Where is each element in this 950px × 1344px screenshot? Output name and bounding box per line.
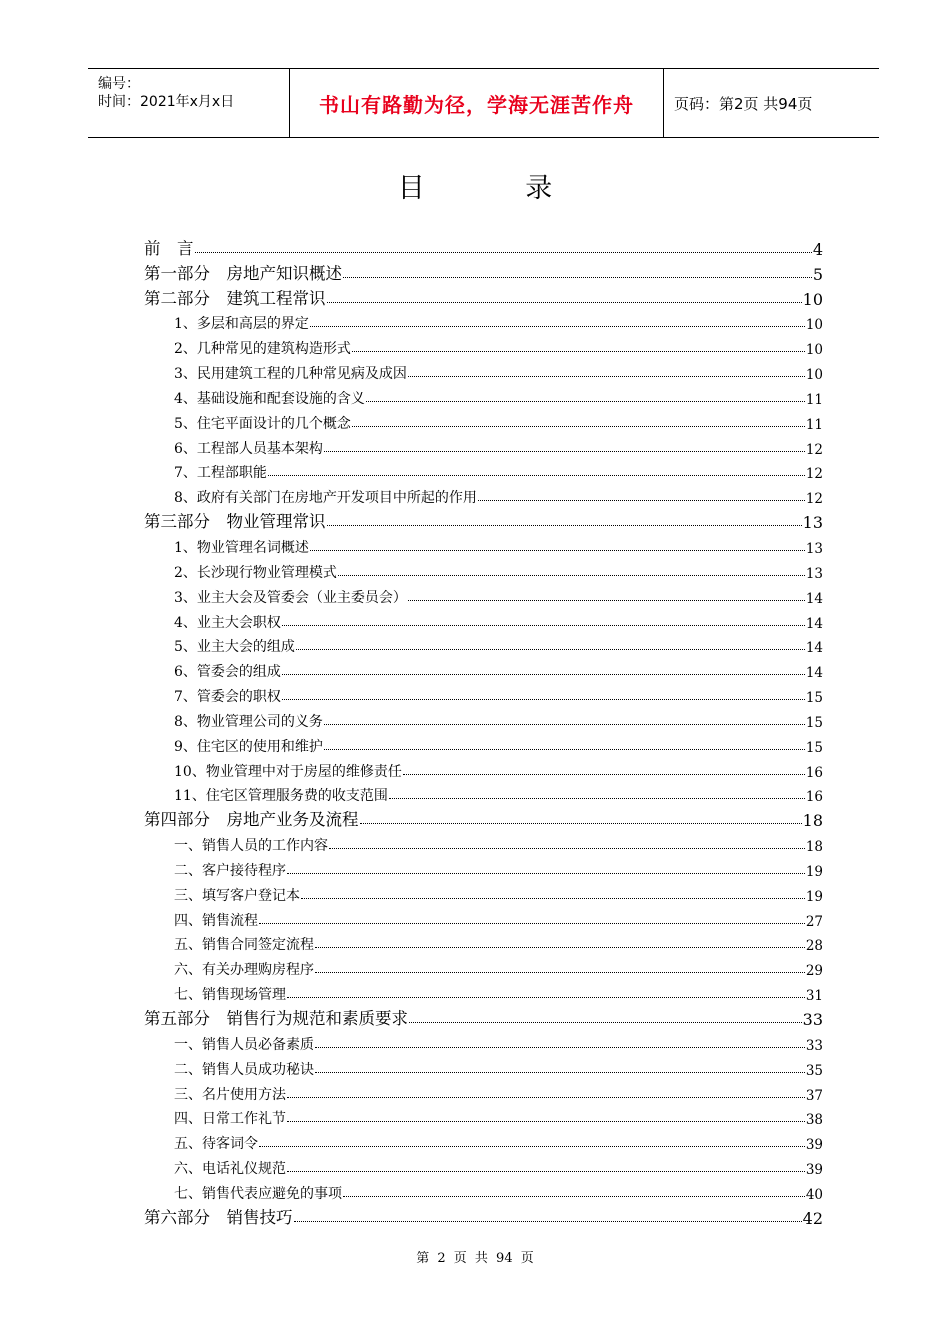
toc-entry-page-number: 33 <box>805 1037 823 1054</box>
toc-subsection-entry[interactable] <box>144 1054 823 1079</box>
header-motto-cell <box>289 69 664 137</box>
toc-dot-leader <box>389 798 805 799</box>
toc-entry-page-number: 14 <box>805 590 823 607</box>
toc-entry-label: 8、政府有关部门在房地产开发项目中所起的作用 <box>174 487 477 507</box>
toc-entry-label: 一、销售人员必备素质 <box>174 1034 314 1054</box>
toc-entry-label: 2、几种常见的建筑构造形式 <box>174 338 351 358</box>
toc-entry-page-number: 10 <box>802 289 823 309</box>
toc-subsection-entry[interactable] <box>144 781 823 806</box>
toc-entry-page-number: 28 <box>805 938 823 955</box>
toc-subsection-entry[interactable] <box>144 656 823 681</box>
toc-entry-label: 第五部分 销售行为规范和素质要求 <box>144 1005 408 1029</box>
toc-entry-label: 2、长沙现行物业管理模式 <box>174 562 337 582</box>
toc-entry-page-number: 12 <box>805 491 823 508</box>
toc-entry-label: 第二部分 建筑工程常识 <box>144 285 326 309</box>
toc-entry-label: 七、销售代表应避免的事项 <box>174 1183 342 1203</box>
toc-entry-page-number: 5 <box>812 264 823 284</box>
toc-subsection-entry[interactable] <box>144 333 823 358</box>
toc-entry-page-number: 13 <box>805 540 823 557</box>
toc-entry-page-number: 40 <box>805 1186 823 1203</box>
toc-entry-label: 7、管委会的职权 <box>174 686 281 706</box>
toc-entry-label: 10、物业管理中对于房屋的维修责任 <box>174 761 402 781</box>
toc-subsection-entry[interactable] <box>144 1079 823 1104</box>
toc-dot-leader <box>287 873 805 874</box>
toc-entry-page-number: 10 <box>805 317 823 334</box>
toc-entry-label: 6、工程部人员基本架构 <box>174 438 323 458</box>
toc-entry-label: 三、名片使用方法 <box>174 1084 286 1104</box>
toc-subsection-entry[interactable] <box>144 855 823 880</box>
toc-entry-label: 第六部分 销售技巧 <box>144 1204 293 1228</box>
toc-subsection-entry[interactable] <box>144 458 823 483</box>
toc-dot-leader <box>315 1047 805 1048</box>
toc-subsection-entry[interactable] <box>144 582 823 607</box>
toc-entry-page-number: 39 <box>805 1162 823 1179</box>
toc-dot-leader <box>296 649 805 650</box>
toc-dot-leader <box>195 252 812 253</box>
toc-dot-leader <box>301 898 805 899</box>
header-page-info: 页码：第2页 共94页 <box>674 94 813 113</box>
toc-section-entry[interactable] <box>144 805 823 830</box>
toc-entry-page-number: 15 <box>805 690 823 707</box>
toc-subsection-entry[interactable] <box>144 1104 823 1129</box>
toc-section-entry[interactable] <box>144 284 823 309</box>
toc-dot-leader <box>324 724 805 725</box>
toc-section-entry[interactable] <box>144 234 823 259</box>
toc-entry-label: 7、工程部职能 <box>174 462 267 482</box>
toc-subsection-entry[interactable] <box>144 482 823 507</box>
toc-entry-page-number: 14 <box>805 615 823 632</box>
toc-dot-leader <box>294 1221 802 1222</box>
toc-dot-leader <box>327 525 802 526</box>
toc-subsection-entry[interactable] <box>144 905 823 930</box>
toc-subsection-entry[interactable] <box>144 309 823 334</box>
toc-entry-page-number: 11 <box>805 416 823 433</box>
toc-subsection-entry[interactable] <box>144 433 823 458</box>
toc-dot-leader <box>315 947 805 948</box>
toc-dot-leader <box>287 1097 805 1098</box>
toc-entry-label: 二、客户接待程序 <box>174 860 286 880</box>
toc-entry-label: 9、住宅区的使用和维护 <box>174 736 323 756</box>
toc-subsection-entry[interactable] <box>144 681 823 706</box>
toc-dot-leader <box>259 1146 805 1147</box>
toc-section-entry[interactable] <box>144 1004 823 1029</box>
toc-dot-leader <box>324 749 805 750</box>
toc-entry-page-number: 38 <box>805 1112 823 1129</box>
toc-entry-page-number: 27 <box>805 913 823 930</box>
toc-entry-page-number: 29 <box>805 963 823 980</box>
toc-subsection-entry[interactable] <box>144 954 823 979</box>
toc-entry-page-number: 37 <box>805 1087 823 1104</box>
toc-section-entry[interactable] <box>144 1203 823 1228</box>
toc-dot-leader <box>287 997 805 998</box>
toc-entry-label: 4、基础设施和配套设施的含义 <box>174 388 365 408</box>
toc-subsection-entry[interactable] <box>144 408 823 433</box>
toc-entry-page-number: 19 <box>805 863 823 880</box>
toc-subsection-entry[interactable] <box>144 632 823 657</box>
toc-subsection-entry[interactable] <box>144 706 823 731</box>
header-page-cell <box>664 69 879 137</box>
document-number-label: 编号： <box>98 76 140 92</box>
toc-entry-label: 前 言 <box>144 235 194 259</box>
toc-entry-page-number: 16 <box>805 789 823 806</box>
toc-entry-label: 七、销售现场管理 <box>174 984 286 1004</box>
toc-entry-page-number: 12 <box>805 441 823 458</box>
toc-entry-page-number: 13 <box>802 513 823 533</box>
toc-dot-leader <box>315 972 805 973</box>
toc-entry-label: 四、日常工作礼节 <box>174 1108 286 1128</box>
toc-dot-leader <box>324 451 805 452</box>
toc-subsection-entry[interactable] <box>144 979 823 1004</box>
toc-entry-label: 4、业主大会职权 <box>174 612 281 632</box>
toc-subsection-entry[interactable] <box>144 930 823 955</box>
toc-dot-leader <box>315 1072 805 1073</box>
toc-entry-page-number: 4 <box>812 239 823 259</box>
toc-section-entry[interactable] <box>144 507 823 532</box>
toc-dot-leader <box>287 1121 805 1122</box>
toc-entry-page-number: 13 <box>805 565 823 582</box>
toc-dot-leader <box>282 625 805 626</box>
toc-dot-leader <box>259 923 805 924</box>
toc-subsection-entry[interactable] <box>144 1153 823 1178</box>
toc-subsection-entry[interactable] <box>144 756 823 781</box>
toc-dot-leader <box>343 1196 805 1197</box>
toc-entry-label: 二、销售人员成功秘诀 <box>174 1059 314 1079</box>
toc-entry-page-number: 11 <box>805 391 823 408</box>
toc-dot-leader <box>310 550 805 551</box>
motto-text: 书山有路勤为径，学海无涯苦作舟 <box>319 92 634 117</box>
toc-subsection-entry[interactable] <box>144 1128 823 1153</box>
toc-dot-leader <box>329 848 805 849</box>
toc-subsection-entry[interactable] <box>144 607 823 632</box>
page-footer: 第 2 页 共 94 页 <box>416 1251 534 1266</box>
toc-dot-leader <box>352 351 805 352</box>
toc-dot-leader <box>282 674 805 675</box>
toc-entry-page-number: 12 <box>805 466 823 483</box>
toc-entry-page-number: 14 <box>805 665 823 682</box>
toc-section-entry[interactable] <box>144 259 823 284</box>
toc-entry-label: 四、销售流程 <box>174 910 258 930</box>
toc-entry-label: 五、待客词令 <box>174 1133 258 1153</box>
toc-entry-label: 5、住宅平面设计的几个概念 <box>174 413 351 433</box>
toc-entry-label: 3、民用建筑工程的几种常见病及成因 <box>174 363 407 383</box>
toc-dot-leader <box>409 1022 802 1023</box>
toc-entry-label: 第一部分 房地产知识概述 <box>144 260 342 284</box>
toc-entry-page-number: 18 <box>802 811 823 831</box>
toc-dot-leader <box>478 500 805 501</box>
toc-entry-label: 5、业主大会的组成 <box>174 636 295 656</box>
toc-dot-leader <box>343 277 812 278</box>
toc-entry-page-number: 15 <box>805 714 823 731</box>
toc-entry-page-number: 35 <box>805 1062 823 1079</box>
toc-entry-page-number: 10 <box>805 367 823 384</box>
toc-subsection-entry[interactable] <box>144 383 823 408</box>
toc-subsection-entry[interactable] <box>144 557 823 582</box>
toc-subsection-entry[interactable] <box>144 532 823 557</box>
header-table <box>88 68 879 138</box>
toc-dot-leader <box>310 326 805 327</box>
toc-dot-leader <box>327 302 802 303</box>
toc-entry-page-number: 10 <box>805 342 823 359</box>
toc-dot-leader <box>352 426 805 427</box>
toc-entry-label: 1、多层和高层的界定 <box>174 313 309 333</box>
toc-subsection-entry[interactable] <box>144 358 823 383</box>
toc-entry-label: 第三部分 物业管理常识 <box>144 508 326 532</box>
toc-dot-leader <box>287 1171 805 1172</box>
toc-entry-page-number: 18 <box>805 839 823 856</box>
toc-entry-label: 六、电话礼仪规范 <box>174 1158 286 1178</box>
toc-entry-page-number: 33 <box>802 1010 823 1029</box>
header-meta-cell <box>88 69 288 137</box>
toc-subsection-entry[interactable] <box>144 1029 823 1054</box>
toc-entry-page-number: 15 <box>805 739 823 756</box>
toc-entry-label: 11、住宅区管理服务费的收支范围 <box>174 785 388 805</box>
toc-entry-label: 六、有关办理购房程序 <box>174 959 314 979</box>
toc-entry-label: 一、销售人员的工作内容 <box>174 835 328 855</box>
toc-dot-leader <box>408 376 805 377</box>
toc-dot-leader <box>282 699 805 700</box>
toc-entry-label: 8、物业管理公司的义务 <box>174 711 323 731</box>
toc-entry-label: 第四部分 房地产业务及流程 <box>144 806 359 830</box>
toc-subsection-entry[interactable] <box>144 731 823 756</box>
toc-dot-leader <box>403 774 805 775</box>
toc-entry-page-number: 19 <box>805 888 823 905</box>
toc-entry-page-number: 42 <box>802 1208 823 1228</box>
toc-subsection-entry[interactable] <box>144 830 823 855</box>
toc-entry-label: 三、填写客户登记本 <box>174 885 300 905</box>
toc-subsection-entry[interactable] <box>144 1178 823 1203</box>
table-of-contents <box>144 234 823 1228</box>
toc-entry-label: 3、业主大会及管委会（业主委员会） <box>174 587 407 607</box>
toc-entry-label: 五、销售合同签定流程 <box>174 934 314 954</box>
toc-entry-label: 1、物业管理名词概述 <box>174 537 309 557</box>
document-time-label: 时间：2021年x月x日 <box>98 94 235 110</box>
toc-entry-page-number: 16 <box>805 764 823 781</box>
page-title: 目 录 <box>397 173 599 204</box>
toc-subsection-entry[interactable] <box>144 880 823 905</box>
toc-entry-page-number: 14 <box>805 640 823 657</box>
toc-entry-label: 6、管委会的组成 <box>174 661 281 681</box>
toc-entry-page-number: 31 <box>805 988 823 1005</box>
toc-dot-leader <box>360 823 802 824</box>
toc-dot-leader <box>366 401 805 402</box>
toc-entry-page-number: 39 <box>805 1137 823 1154</box>
toc-dot-leader <box>408 600 805 601</box>
toc-dot-leader <box>338 575 805 576</box>
toc-dot-leader <box>268 475 805 476</box>
